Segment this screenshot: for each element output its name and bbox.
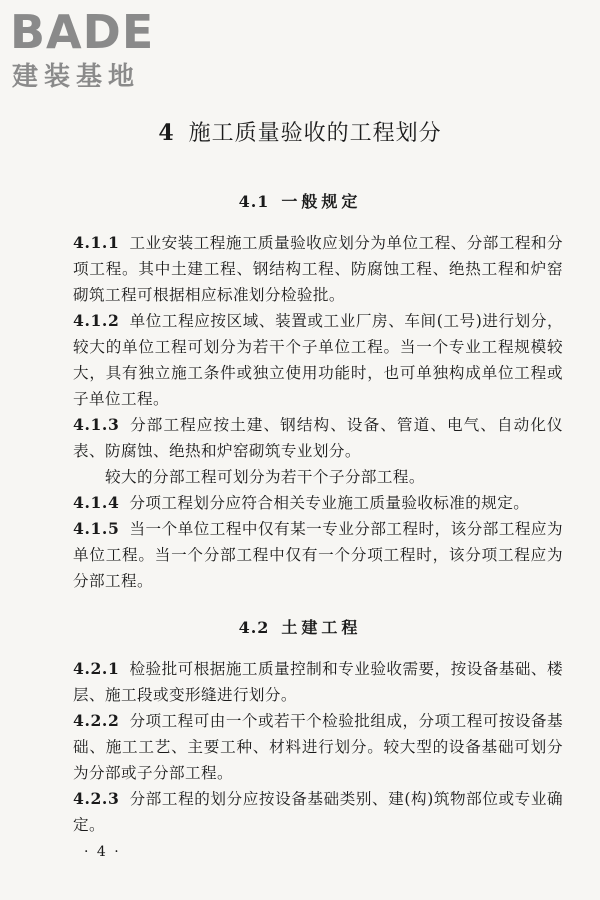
section-number: 4.2 [238, 618, 270, 637]
clause-text: 分项工程可由一个或若干个检验批组成，分项工程可按设备基础、施工工艺、主要工种、材料进行划分。较大型的设备基础可划分为分部或子分部工程。 [73, 712, 563, 782]
logo-wordmark: BADE [10, 5, 155, 59]
clause-number: 4.1.4 [73, 493, 120, 512]
clause-4-1-2 [73, 308, 563, 412]
clause-text: 当一个单位工程中仅有某一专业分部工程时，该分部工程应为单位工程。当一个分部工程中仅有一个分项工程时，该分项工程应为分部工程。 [73, 520, 563, 590]
clause-4-1-1 [73, 230, 563, 308]
logo-tagline: 建装基地 [12, 62, 141, 92]
clause-number: 4.1.1 [73, 233, 120, 252]
bade-logo [10, 6, 180, 96]
section-title-text: 土建工程 [281, 618, 362, 637]
clause-text: 检验批可根据施工质量控制和专业验收需要，按设备基础、楼层、施工段或变形缝进行划分。 [73, 660, 563, 704]
clause-4-2-1 [73, 656, 563, 708]
clause-text: 工业安装工程施工质量验收应划分为单位工程、分部工程和分项工程。其中土建工程、钢结构工程、防腐蚀工程、绝热工程和炉窑砌筑工程可根据相应标准划分检验批。 [73, 234, 563, 304]
clause-number: 4.2.3 [73, 789, 120, 808]
section-heading-4-1 [0, 190, 600, 214]
clause-number: 4.1.2 [73, 311, 120, 330]
clause-4-2-2 [73, 708, 563, 786]
clause-text: 较大的分部工程可划分为若干个子分部工程。 [105, 468, 425, 486]
clause-number: 4.1.3 [73, 415, 120, 434]
clause-text: 分项工程划分应符合相关专业施工质量验收标准的规定。 [129, 494, 530, 512]
page-number: · 4 · [84, 844, 121, 860]
section-title-text: 一般规定 [281, 192, 362, 211]
clause-number: 4.1.5 [73, 519, 120, 538]
clause-number: 4.2.1 [73, 659, 120, 678]
clause-text: 分部工程的划分应按设备基础类别、建(构)筑物部位或专业确定。 [73, 790, 563, 834]
clause-4-1-3-continued [73, 464, 563, 490]
section-number: 4.1 [238, 192, 270, 211]
chapter-number: 4 [158, 120, 175, 146]
clause-4-1-4 [73, 490, 563, 516]
section-heading-4-2 [0, 616, 600, 640]
chapter-title [0, 118, 600, 149]
clause-4-1-3 [73, 412, 563, 464]
chapter-title-text: 施工质量验收的工程划分 [188, 121, 442, 146]
clause-4-1-5 [73, 516, 563, 594]
clause-text: 分部工程应按土建、钢结构、设备、管道、电气、自动化仪表、防腐蚀、绝热和炉窑砌筑专业划分。 [73, 416, 563, 460]
clause-text: 单位工程应按区域、装置或工业厂房、车间(工号)进行划分，较大的单位工程可划分为若干个子单位工程。当一个专业工程规模较大，具有独立施工条件或独立使用功能时，也可单独构成单位工程或子单位工程。 [73, 312, 563, 408]
clause-4-2-3 [73, 786, 563, 838]
clause-number: 4.2.2 [73, 711, 120, 730]
